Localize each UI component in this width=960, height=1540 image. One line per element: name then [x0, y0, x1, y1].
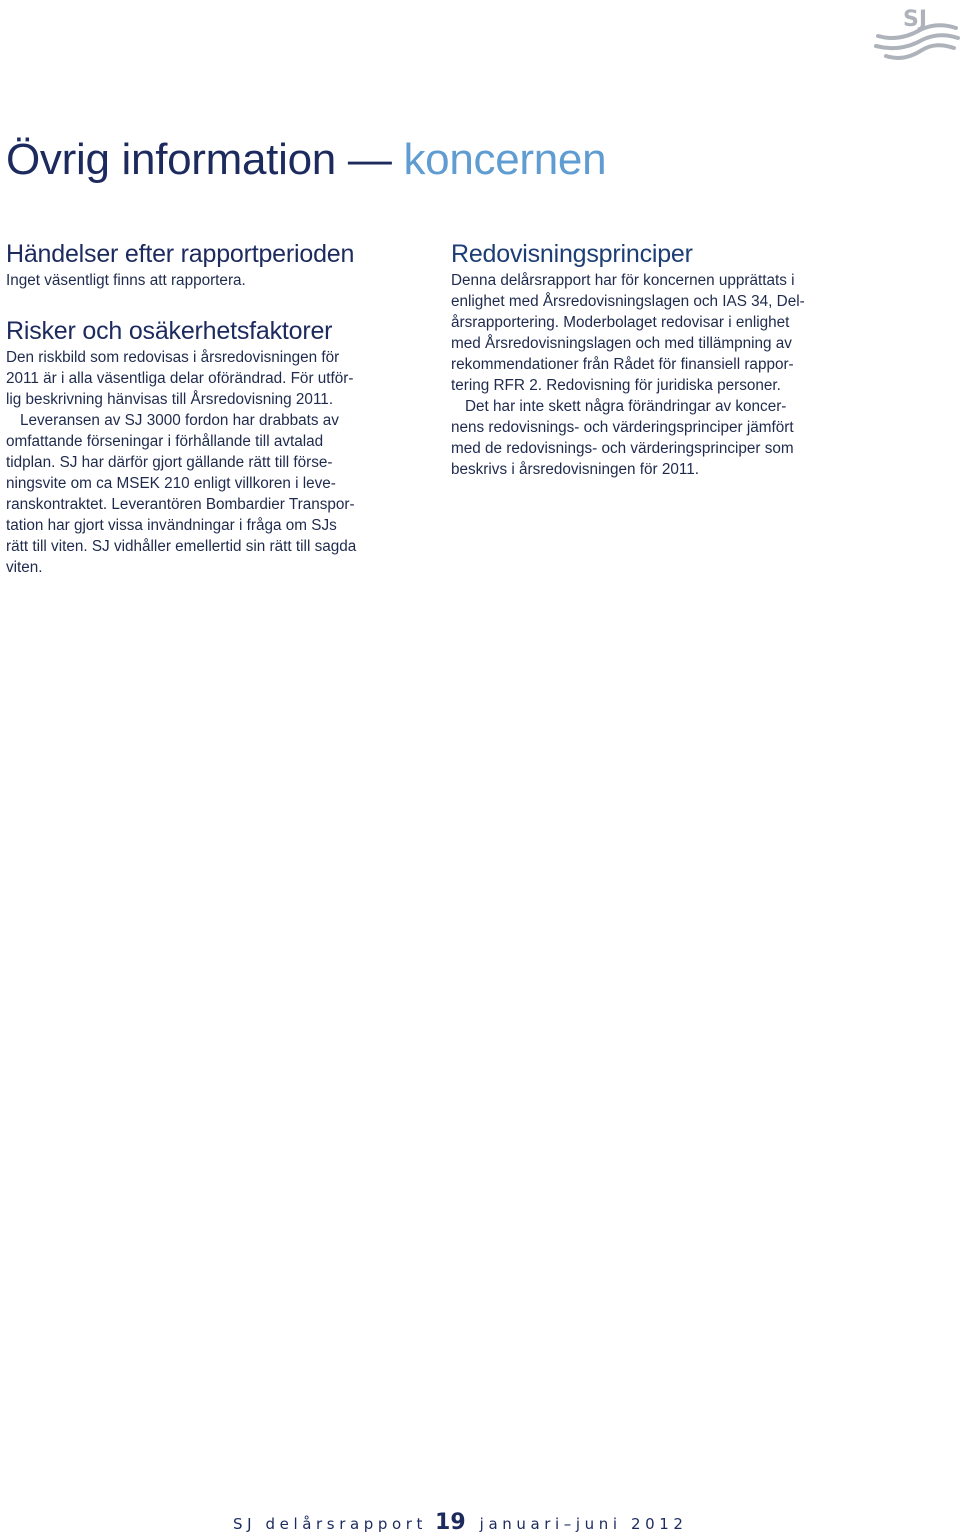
- footer-period: januari–juni 2012: [479, 1515, 688, 1533]
- text-line: med de redovisnings- och värderingsprinciper som: [451, 440, 794, 457]
- text-line: omfattande förseningar i förhållande till avtalad: [6, 433, 324, 450]
- text-line: tation har gjort vissa invändningar i fråga om SJs: [6, 517, 337, 534]
- accounting-paragraph-1: [451, 270, 871, 396]
- logo-lettering: SJ: [903, 7, 928, 32]
- section-heading-risks: Risker och osäkerhetsfaktorer: [6, 317, 333, 345]
- text-line: nens redovisnings- och värderingsprinciper jämfört: [451, 419, 794, 436]
- events-paragraph: [6, 270, 426, 291]
- page-title-main: Övrig information —: [6, 135, 392, 184]
- risks-paragraph-1: [6, 347, 426, 410]
- risks-paragraph-2: [6, 410, 426, 578]
- page-title: [6, 134, 606, 186]
- page-footer: [233, 1510, 688, 1540]
- text-line: rekommendationer från Rådet för finansiell rappor-: [451, 356, 794, 373]
- text-line: ranskontraktet. Leverantören Bombardier Transpor-: [6, 496, 355, 513]
- section-heading-events: Händelser efter rapportperioden: [6, 240, 355, 268]
- text-line: Denna delårsrapport har för koncernen upprättats i: [451, 272, 795, 289]
- accounting-paragraph-2: [451, 396, 871, 480]
- text-line: 2011 är i alla väsentliga delar oförändrad. För utför-: [6, 370, 354, 387]
- text-line: enlighet med Årsredovisningslagen och IAS 34, Del-: [451, 293, 805, 310]
- right-column: [451, 238, 871, 480]
- text-line: Den riskbild som redovisas i årsredovisningen för: [6, 349, 340, 366]
- page-number: 19: [435, 1510, 466, 1535]
- section-heading-accounting: Redovisningsprinciper: [451, 240, 693, 268]
- text-line: tidplan. SJ har därför gjort gällande rätt till förse-: [6, 454, 333, 471]
- text-line: rätt till viten. SJ vidhåller emellertid sin rätt till sagda: [6, 538, 357, 555]
- text-line: lig beskrivning hänvisas till Årsredovisning 2011.: [6, 391, 334, 408]
- footer-report-name: SJ delårsrapport: [233, 1515, 428, 1533]
- text-line: Leveransen av SJ 3000 fordon har drabbats av: [20, 412, 339, 429]
- sj-logo: [870, 0, 960, 66]
- text-line: viten.: [6, 559, 43, 576]
- text-line: Det har inte skett några förändringar av koncer-: [465, 398, 787, 415]
- text-line: tering RFR 2. Redovisning för juridiska personer.: [451, 377, 781, 394]
- text-line: årsrapportering. Moderbolaget redovisar i enlighet: [451, 314, 790, 331]
- text-line: ningsvite om ca MSEK 210 enligt villkoren i leve-: [6, 475, 336, 492]
- text-line: med Årsredovisningslagen och med tillämpning av: [451, 335, 792, 352]
- page-title-accent: koncernen: [403, 135, 607, 184]
- text-line: beskrivs i årsredovisningen för 2011.: [451, 461, 699, 478]
- left-column: [6, 238, 426, 578]
- text-line: Inget väsentligt finns att rapportera.: [6, 272, 246, 289]
